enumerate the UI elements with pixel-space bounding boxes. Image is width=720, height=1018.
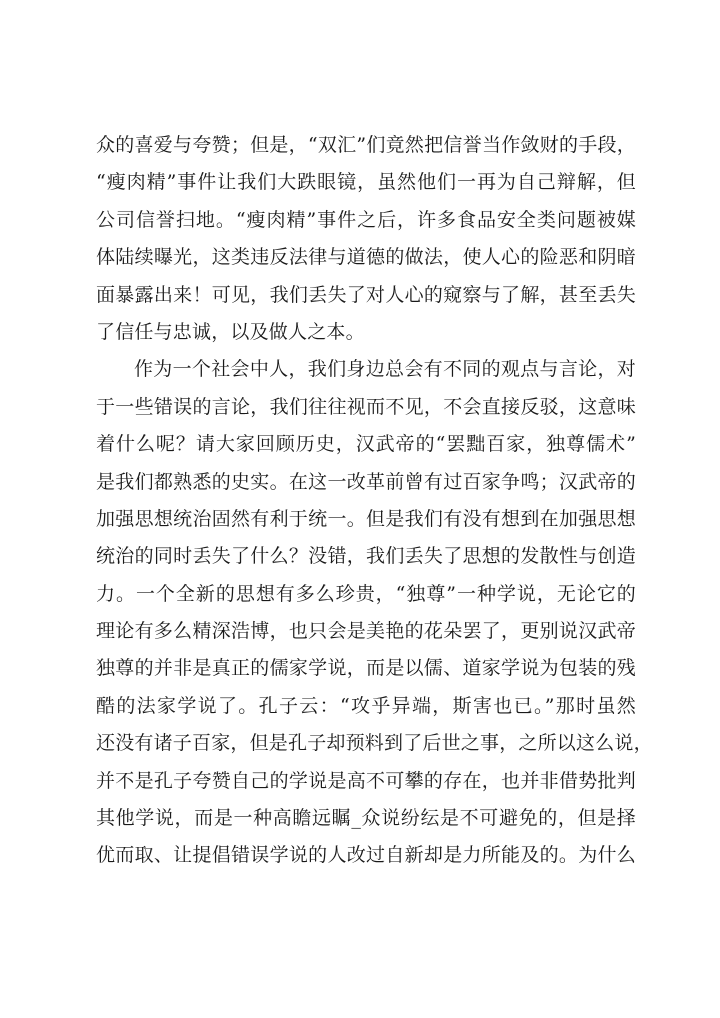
text-line: 着什么呢？请大家回顾历史，汉武帝的“罢黜百家，独尊儒术” bbox=[96, 433, 636, 456]
text-line: 还没有诸子百家，但是孔子却预料到了后世之事，之所以这么说， bbox=[96, 732, 653, 755]
text-line: 加强思想统治固然有利于统一。但是我们有没有想到在加强思想 bbox=[96, 507, 636, 530]
text-line: 面暴露出来！可见，我们丢失了对人心的窥察与了解，甚至丢失 bbox=[96, 283, 636, 306]
body-text bbox=[96, 127, 653, 875]
text-line: 众的喜爱与夸赞；但是，“双汇”们竟然把信誉当作敛财的手段， bbox=[96, 134, 636, 156]
text-line: 理论有多么精深浩博，也只会是美艳的花朵罢了，更别说汉武帝 bbox=[96, 620, 636, 643]
text-line: 公司信誉扫地。“瘦肉精”事件之后，许多食品安全类问题被媒 bbox=[96, 208, 636, 231]
text-line: “瘦肉精”事件让我们大跌眼镜，虽然他们一再为自己辩解，但 bbox=[96, 171, 636, 194]
text-line: 优而取、让提倡错误学说的人改过自新却是力所能及的。为什么 bbox=[96, 844, 636, 867]
text-line: 其他学说，而是一种高瞻远瞩_众说纷纭是不可避免的，但是择 bbox=[96, 807, 636, 830]
text-line: 力。一个全新的思想有多么珍贵，“独尊”一种学说，无论它的 bbox=[96, 582, 636, 605]
text-line: 酷的法家学说了。孔子云：“攻乎异端，斯害也已。”那时虽然 bbox=[96, 694, 636, 717]
text-line: 并不是孔子夸赞自己的学说是高不可攀的存在，也并非借势批判 bbox=[96, 769, 636, 792]
text-line: 统治的同时丢失了什么？没错，我们丢失了思想的发散性与创造 bbox=[96, 545, 636, 568]
text-line: 独尊的并非是真正的儒家学说，而是以儒、道家学说为包装的残 bbox=[96, 657, 636, 680]
text-line: 于一些错误的言论，我们往往视而不见，不会直接反驳，这意味 bbox=[96, 395, 636, 418]
text-line: 体陆续曝光，这类违反法律与道德的做法，使人心的险恶和阴暗 bbox=[96, 246, 636, 269]
paragraph-first-line: 作为一个社会中人，我们身边总会有不同的观点与言论，对 bbox=[134, 358, 636, 381]
text-line: 了信任与忠诚，以及做人之本。 bbox=[96, 320, 365, 343]
text-line: 是我们都熟悉的史实。在这一改革前曾有过百家争鸣；汉武帝的 bbox=[96, 470, 636, 493]
